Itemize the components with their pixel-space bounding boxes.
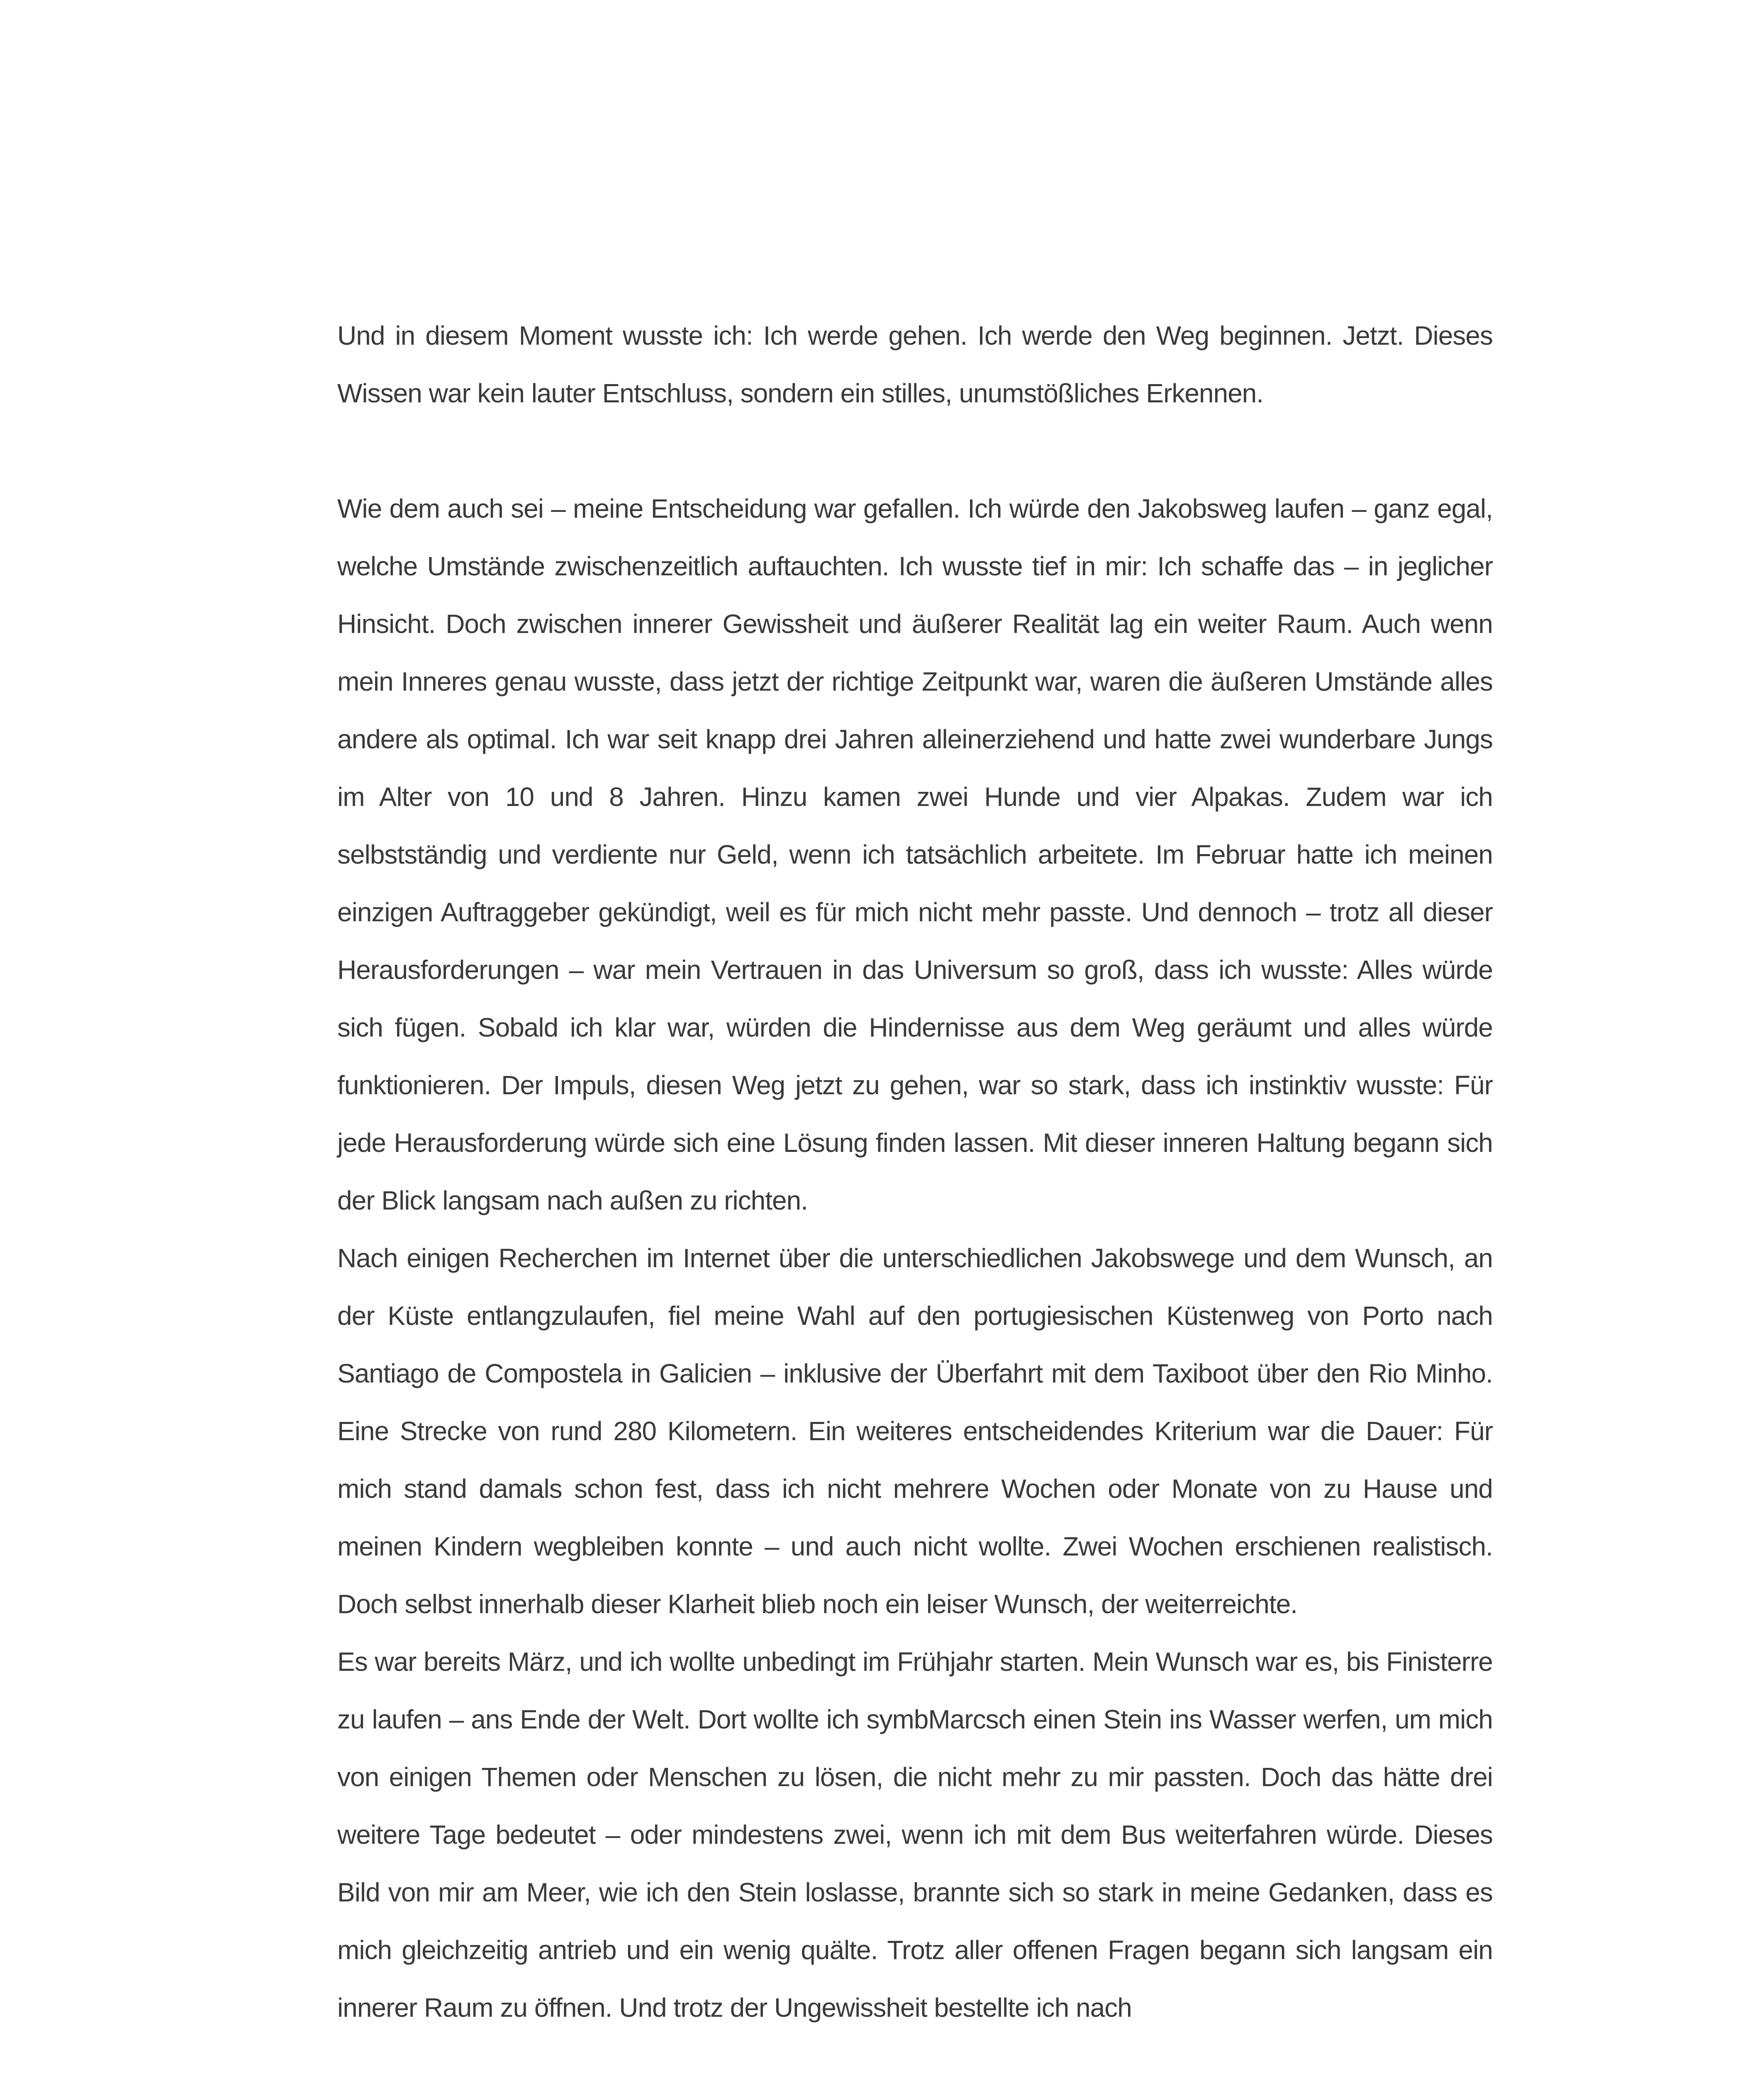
body-text xyxy=(337,307,1493,2037)
paragraph-3: Nach einigen Recherchen im Internet über die unterschiedlichen Jakobswege und dem Wunsch, an der Küste entlangzulaufen, fiel meine Wahl auf den portugiesischen Küstenweg von Porto nach Santiago de Compostela in Galicien – inklusive der Überfahrt mit dem Taxiboot über den Rio Minho. Eine Strecke von rund 280 Kilometern. Ein weiteres entscheidendes Kriterium war die Dauer: Für mich stand damals schon fest, dass ich nicht mehrere Wochen oder Monate von zu Hause und meinen Kindern wegbleiben konnte – und auch nicht wollte. Zwei Wochen erschienen realistisch. Doch selbst innerhalb dieser Klarheit blieb noch ein leiser Wunsch, der weiterreichte. xyxy=(337,1243,1493,1619)
paragraph-2: Wie dem auch sei – meine Entscheidung war gefallen. Ich würde den Jakobsweg laufen – ganz egal, welche Umstände zwischenzeitlich auftauchten. Ich wusste tief in mir: Ich schaffe das – in jeglicher Hinsicht. Doch zwischen innerer Gewissheit und äußerer Realität lag ein weiter Raum. Auch wenn mein Inneres genau wusste, dass jetzt der richtige Zeitpunkt war, waren die äußeren Umstände alles andere als optimal. Ich war seit knapp drei Jahren alleinerziehend und hatte zwei wunderbare Jungs im Alter von 10 und 8 Jahren. Hinzu kamen zwei Hunde und vier Alpakas. Zudem war ich selbstständig und verdiente nur Geld, wenn ich tatsächlich arbeitete. Im Februar hatte ich meinen einzigen Auftraggeber gekündigt, weil es für mich nicht mehr passte. Und dennoch – trotz all dieser Herausforderungen – war mein Vertrauen in das Universum so groß, dass ich wusste: Alles würde sich fügen. Sobald ich klar war, würden die Hindernisse aus dem Weg geräumt und alles würde funktionieren. Der Impuls, diesen Weg jetzt zu gehen, war so stark, dass ich instinktiv wusste: Für jede Herausforderung würde sich eine Lösung finden lassen. Mit dieser inneren Haltung begann sich der Blick langsam nach außen zu richten. xyxy=(337,494,1493,1215)
paragraph-1: Und in diesem Moment wusste ich: Ich werde gehen. Ich werde den Weg beginnen. Jetzt. Dieses Wissen war kein lauter Entschluss, sondern ein stilles, unumstößliches Erkennen. xyxy=(337,321,1493,408)
paragraph-4: Es war bereits März, und ich wollte unbedingt im Frühjahr starten. Mein Wunsch war es, bis Finisterre zu laufen – ans Ende der Welt. Dort wollte ich symbMarcsch einen Stein ins Wasser werfen, um mich von einigen Themen oder Menschen zu lösen, die nicht mehr zu mir passten. Doch das hätte drei weitere Tage bedeutet – oder mindestens zwei, wenn ich mit dem Bus weiterfahren würde. Dieses Bild von mir am Meer, wie ich den Stein loslasse, brannte sich so stark in meine Gedanken, dass es mich gleichzeitig antrieb und ein wenig quälte. Trotz aller offenen Fragen begann sich langsam ein innerer Raum zu öffnen. Und trotz der Ungewissheit bestellte ich nach xyxy=(337,1647,1493,2023)
